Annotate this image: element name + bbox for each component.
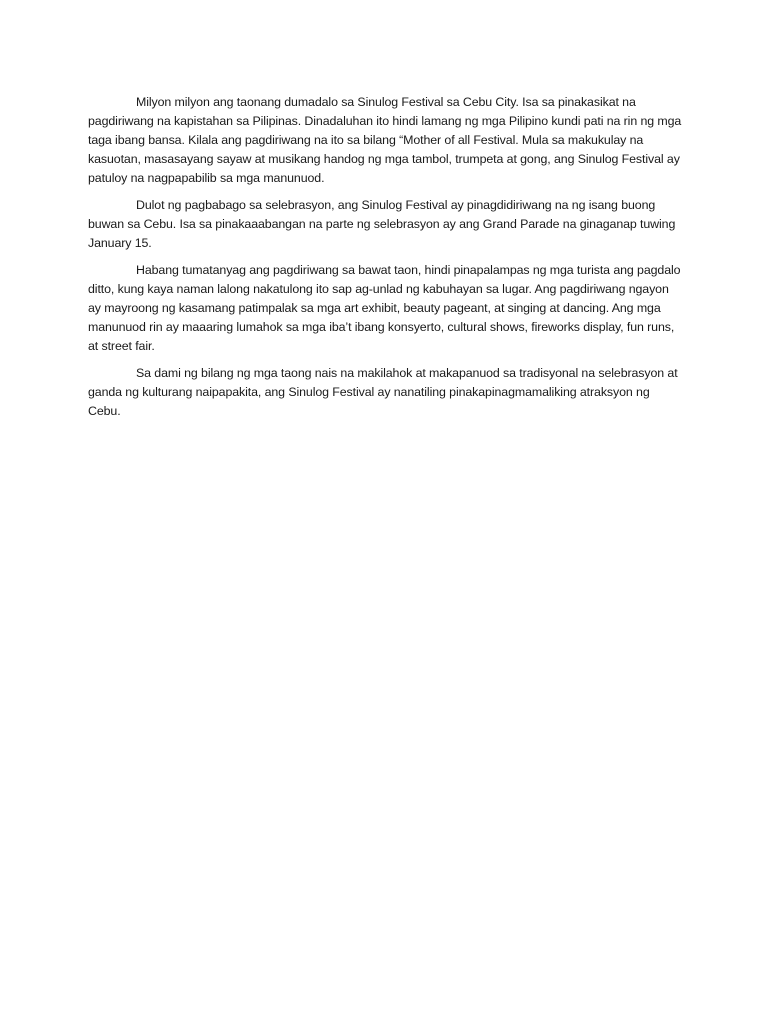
paragraph-1: Milyon milyon ang taonang dumadalo sa Sinulog Festival sa Cebu City. Isa sa pinakasikat na pagdiriwang na kapistahan sa Pilipinas. Dinadaluhan ito hindi lamang ng mga Pilipino kundi pati na rin ng mga taga ibang bansa. Kilala ang pagdiriwang na ito sa bilang “Mother of all Festival. Mula sa makukulay na kasuotan, masasayang sayaw at musikang handog ng mga tambol, trumpeta at gong, ang Sinulog Festival ay patuloy na nagpapabilib sa mga manunuod.	[88, 95, 682, 185]
paragraph-2: Dulot ng pagbabago sa selebrasyon, ang Sinulog Festival ay pinagdidiriwang na ng isang buong buwan sa Cebu. Isa sa pinakaaabangan na parte ng selebrasyon ay ang Grand Parade na ginaganap tuwing January 15.	[88, 198, 676, 250]
paragraph-4: Sa dami ng bilang ng mga taong nais na makilahok at makapanuod sa tradisyonal na selebrasyon at ganda ng kulturang naipapakita, ang Sinulog Festival ay nanatiling pinakapinagmamaliking atraksyon ng Cebu.	[88, 366, 678, 418]
document-body	[88, 93, 682, 429]
paragraph-3: Habang tumatanyag ang pagdiriwang sa bawat taon, hindi pinapalampas ng mga turista ang pagdalo ditto, kung kaya naman lalong nakatulong ito sap ag-unlad ng kabuhayan sa lugar. Ang pagdiriwang ngayon ay mayroong ng kasamang patimpalak sa mga art exhibit, beauty pageant, at singing at dancing. Ang mga manunuod rin ay maaaring lumahok sa mga iba’t ibang konsyerto, cultural shows, fireworks display, fun runs, at street fair.	[88, 263, 681, 353]
